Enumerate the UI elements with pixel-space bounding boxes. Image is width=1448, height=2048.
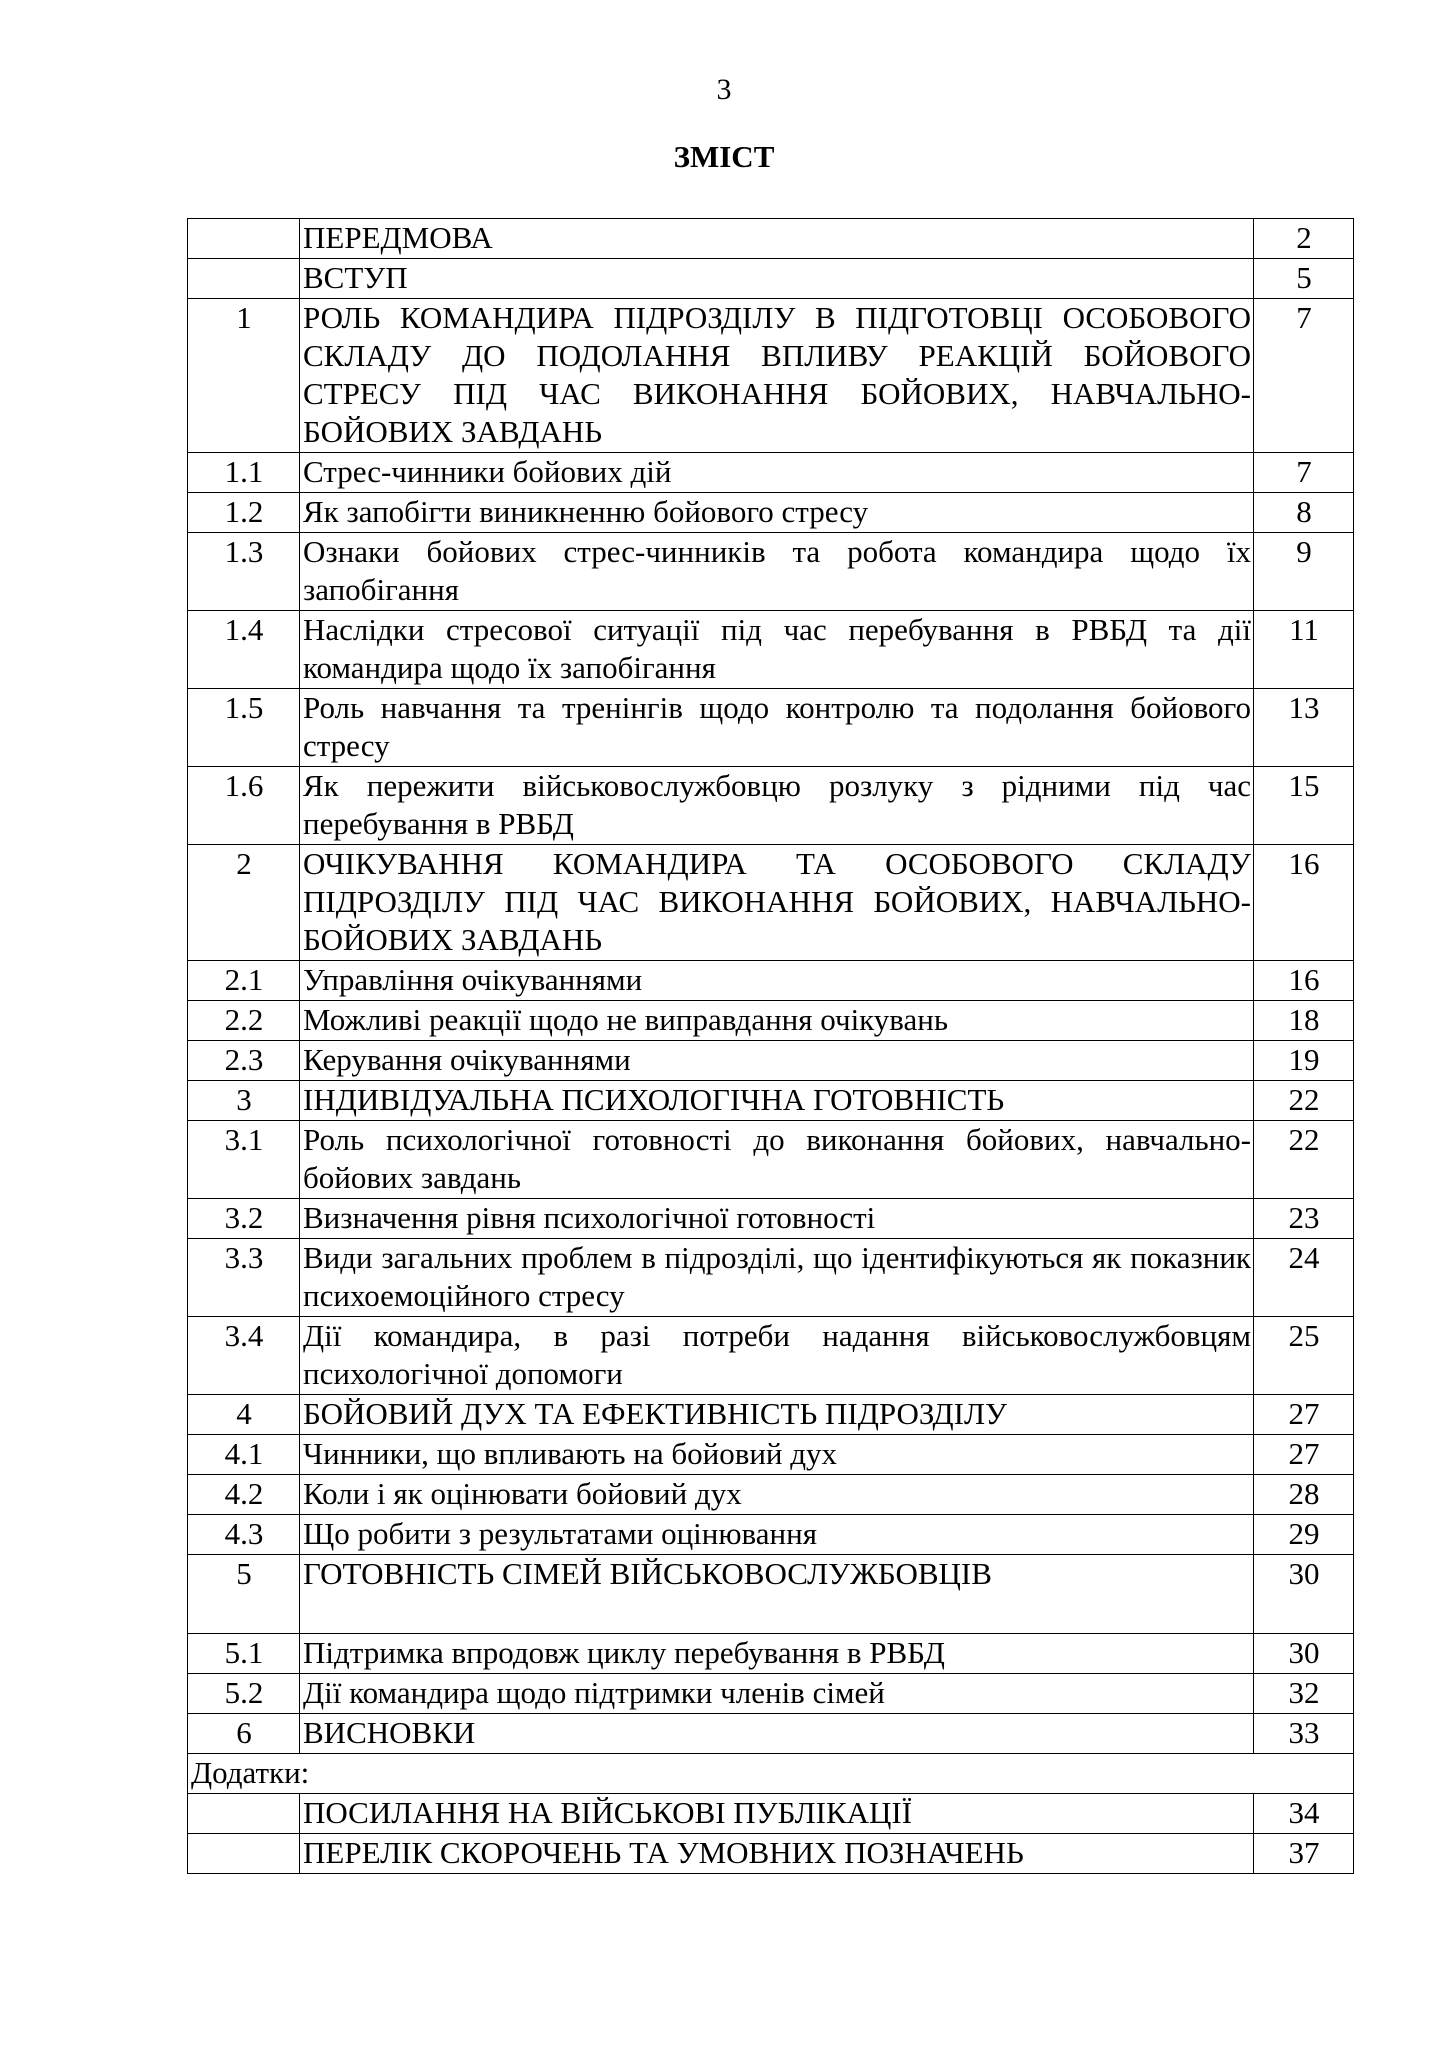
toc-row-section-4-2	[188, 1475, 1354, 1515]
toc-number: 3.3	[188, 1239, 300, 1317]
toc-page: 32	[1254, 1674, 1354, 1714]
toc-row-section-1-2	[188, 493, 1354, 533]
toc-page: 29	[1254, 1515, 1354, 1555]
toc-row-section-4-1	[188, 1435, 1354, 1475]
toc-page: 30	[1254, 1634, 1354, 1674]
toc-page: 8	[1254, 493, 1354, 533]
toc-number: 1.4	[188, 611, 300, 689]
toc-page: 13	[1254, 689, 1354, 767]
toc-row-section-1-5	[188, 689, 1354, 767]
table-of-contents	[187, 218, 1354, 1874]
toc-title: БОЙОВИЙ ДУХ ТА ЕФЕКТИВНІСТЬ ПІДРОЗДІЛУ	[300, 1395, 1254, 1435]
toc-row-section-2-1	[188, 961, 1354, 1001]
toc-number: 3	[188, 1081, 300, 1121]
toc-page: 18	[1254, 1001, 1354, 1041]
document-title: ЗМІСТ	[673, 139, 775, 174]
toc-number: 1.1	[188, 453, 300, 493]
toc-row-section-1	[188, 299, 1354, 453]
toc-number: 4.1	[188, 1435, 300, 1475]
toc-title: Визначення рівня психологічної готовності	[300, 1199, 1254, 1239]
toc-row-section-3-4	[188, 1317, 1354, 1395]
toc-number: 5	[188, 1555, 300, 1634]
toc-row-section-3-3	[188, 1239, 1354, 1317]
toc-page: 16	[1254, 961, 1354, 1001]
toc-row-section-6	[188, 1714, 1354, 1754]
toc-page: 11	[1254, 611, 1354, 689]
toc-title: Підтримка впродовж циклу перебування в РВБД	[300, 1634, 1254, 1674]
toc-title: ОЧІКУВАННЯ КОМАНДИРА ТА ОСОБОВОГО СКЛАДУ ПІДРОЗДІЛУ ПІД ЧАС ВИКОНАННЯ БОЙОВИХ, НАВЧАЛЬНО-БОЙОВИХ ЗАВДАНЬ	[300, 845, 1254, 961]
toc-row-introduction	[188, 259, 1354, 299]
toc-number: 1.6	[188, 767, 300, 845]
toc-title: ІНДИВІДУАЛЬНА ПСИХОЛОГІЧНА ГОТОВНІСТЬ	[300, 1081, 1254, 1121]
toc-page: 27	[1254, 1395, 1354, 1435]
toc-number: 2.1	[188, 961, 300, 1001]
toc-title: Що робити з результатами оцінювання	[300, 1515, 1254, 1555]
toc-title: Ознаки бойових стрес-чинників та робота командира щодо їх запобігання	[300, 533, 1254, 611]
toc-title: Дії командира щодо підтримки членів сімей	[300, 1674, 1254, 1714]
toc-number: 1	[188, 299, 300, 453]
toc-title: Роль навчання та тренінгів щодо контролю та подолання бойового стресу	[300, 689, 1254, 767]
toc-title: ПЕРЕДМОВА	[300, 219, 1254, 259]
toc-title: Роль психологічної готовності до виконання бойових, навчально-бойових завдань	[300, 1121, 1254, 1199]
toc-page: 15	[1254, 767, 1354, 845]
toc-page: 2	[1254, 219, 1354, 259]
toc-number	[188, 259, 300, 299]
toc-number: 4.2	[188, 1475, 300, 1515]
toc-number: 1.3	[188, 533, 300, 611]
toc-number	[188, 1834, 300, 1874]
toc-page: 9	[1254, 533, 1354, 611]
toc-title: Наслідки стресової ситуації під час перебування в РВБД та дії командира щодо їх запобігання	[300, 611, 1254, 689]
toc-title: ВИСНОВКИ	[300, 1714, 1254, 1754]
toc-title: Управління очікуваннями	[300, 961, 1254, 1001]
toc-title: Як запобігти виникненню бойового стресу	[300, 493, 1254, 533]
toc-page: 7	[1254, 299, 1354, 453]
toc-number	[188, 1794, 300, 1834]
toc-number: 6	[188, 1714, 300, 1754]
toc-row-section-1-3	[188, 533, 1354, 611]
toc-number	[188, 219, 300, 259]
toc-number: 2	[188, 845, 300, 961]
toc-page: 37	[1254, 1834, 1354, 1874]
toc-number: 4.3	[188, 1515, 300, 1555]
toc-row-section-3	[188, 1081, 1354, 1121]
toc-title: ПЕРЕЛІК СКОРОЧЕНЬ ТА УМОВНИХ ПОЗНАЧЕНЬ	[300, 1834, 1254, 1874]
toc-page: 7	[1254, 453, 1354, 493]
toc-page: 22	[1254, 1081, 1354, 1121]
toc-row-section-2-3	[188, 1041, 1354, 1081]
toc-row-section-2-2	[188, 1001, 1354, 1041]
toc-row-section-1-4	[188, 611, 1354, 689]
toc-row-section-3-1	[188, 1121, 1354, 1199]
toc-title: Дії командира, в разі потреби надання військовослужбовцям психологічної допомоги	[300, 1317, 1254, 1395]
toc-number: 5.1	[188, 1634, 300, 1674]
toc-row-section-4-3	[188, 1515, 1354, 1555]
page-number: 3	[716, 73, 732, 106]
toc-title: Керування очікуваннями	[300, 1041, 1254, 1081]
toc-number: 4	[188, 1395, 300, 1435]
toc-title: Як пережити військовослужбовцю розлуку з рідними під час перебування в РВБД	[300, 767, 1254, 845]
appendix-label: Додатки:	[188, 1754, 1354, 1794]
toc-page: 19	[1254, 1041, 1354, 1081]
toc-number: 2.2	[188, 1001, 300, 1041]
toc-page: 16	[1254, 845, 1354, 961]
toc-row-section-2	[188, 845, 1354, 961]
toc-page: 28	[1254, 1475, 1354, 1515]
toc-page: 22	[1254, 1121, 1354, 1199]
toc-number: 3.4	[188, 1317, 300, 1395]
toc-page: 33	[1254, 1714, 1354, 1754]
toc-number: 2.3	[188, 1041, 300, 1081]
toc-title: Види загальних проблем в підрозділі, що ідентифікуються як показник психоемоційного стресу	[300, 1239, 1254, 1317]
toc-title: Чинники, що впливають на бойовий дух	[300, 1435, 1254, 1475]
toc-title: Коли і як оцінювати бойовий дух	[300, 1475, 1254, 1515]
toc-page: 5	[1254, 259, 1354, 299]
toc-row-section-5-2	[188, 1674, 1354, 1714]
toc-row-section-4	[188, 1395, 1354, 1435]
toc-page: 27	[1254, 1435, 1354, 1475]
toc-row-section-1-6	[188, 767, 1354, 845]
toc-title: Можливі реакції щодо не виправдання очікувань	[300, 1001, 1254, 1041]
toc-row-appendix-label	[188, 1754, 1354, 1794]
toc-title: РОЛЬ КОМАНДИРА ПІДРОЗДІЛУ В ПІДГОТОВЦІ ОСОБОВОГО СКЛАДУ ДО ПОДОЛАННЯ ВПЛИВУ РЕАКЦІЙ БОЙОВОГО СТРЕСУ ПІД ЧАС ВИКОНАННЯ БОЙОВИХ, НАВЧАЛЬНО-БОЙОВИХ ЗАВДАНЬ	[300, 299, 1254, 453]
toc-number: 1.2	[188, 493, 300, 533]
toc-row-preface	[188, 219, 1354, 259]
toc-page: 25	[1254, 1317, 1354, 1395]
toc-number: 1.5	[188, 689, 300, 767]
toc-row-section-1-1	[188, 453, 1354, 493]
toc-title: ГОТОВНІСТЬ СІМЕЙ ВІЙСЬКОВОСЛУЖБОВЦІВ	[300, 1555, 1254, 1634]
toc-row-appendix-publications	[188, 1794, 1354, 1834]
toc-number: 3.1	[188, 1121, 300, 1199]
toc-page: 30	[1254, 1555, 1354, 1634]
toc-row-appendix-abbreviations	[188, 1834, 1354, 1874]
toc-number: 3.2	[188, 1199, 300, 1239]
toc-page: 24	[1254, 1239, 1354, 1317]
toc-number: 5.2	[188, 1674, 300, 1714]
toc-title: ПОСИЛАННЯ НА ВІЙСЬКОВІ ПУБЛІКАЦІЇ	[300, 1794, 1254, 1834]
toc-page: 23	[1254, 1199, 1354, 1239]
toc-title: ВСТУП	[300, 259, 1254, 299]
toc-page: 34	[1254, 1794, 1354, 1834]
toc-title: Стрес-чинники бойових дій	[300, 453, 1254, 493]
toc-row-section-3-2	[188, 1199, 1354, 1239]
toc-row-section-5	[188, 1555, 1354, 1634]
toc-row-section-5-1	[188, 1634, 1354, 1674]
